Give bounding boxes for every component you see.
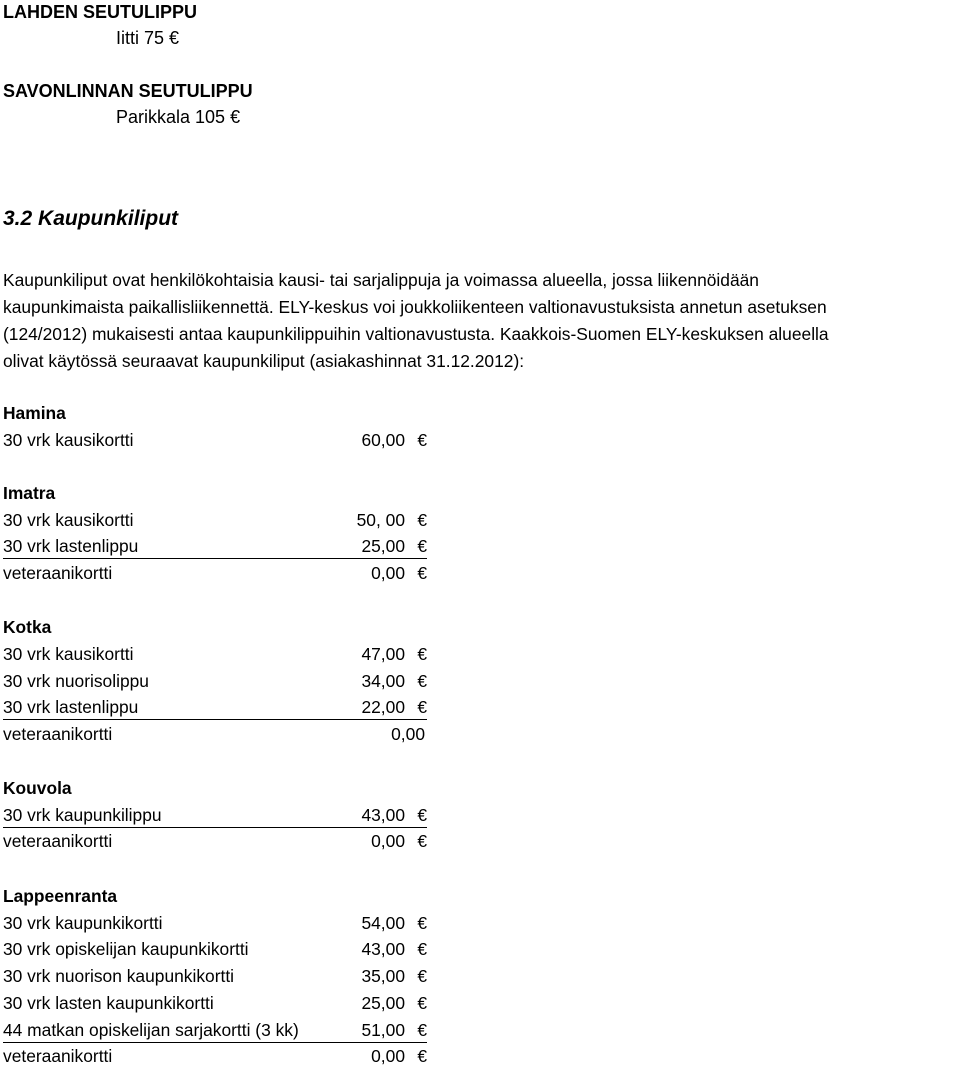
ticket-label: 30 vrk lasten kaupunkikortti bbox=[3, 993, 214, 1013]
ticket-price: 0,00 bbox=[371, 831, 405, 851]
ticket-label: veteraanikortti bbox=[3, 831, 113, 851]
euro-sign: € bbox=[417, 1020, 427, 1040]
price-row bbox=[3, 966, 427, 988]
ticket-label: 30 vrk opiskelijan kaupunkikortti bbox=[3, 939, 249, 959]
ticket-label: 30 vrk kausikortti bbox=[3, 510, 134, 530]
regional-ticket-title: SAVONLINNAN SEUTULIPPU bbox=[3, 81, 253, 101]
price-row bbox=[3, 805, 427, 827]
euro-sign: € bbox=[417, 430, 427, 450]
city-heading: Kotka bbox=[3, 617, 52, 637]
ticket-price: 25,00 bbox=[361, 993, 405, 1013]
euro-sign: € bbox=[417, 510, 427, 530]
paragraph-line: olivat käytössä seuraavat kaupunkiliput (asiakashinnat 31.12.2012): bbox=[3, 351, 525, 371]
price-row bbox=[3, 697, 427, 719]
ticket-label: veteraanikortti bbox=[3, 724, 113, 744]
regional-ticket-line: Iitti 75 € bbox=[116, 28, 180, 48]
euro-sign: € bbox=[417, 939, 427, 959]
price-row bbox=[3, 671, 427, 693]
paragraph-line: Kaupunkiliput ovat henkilökohtaisia kausi- tai sarjalippuja ja voimassa alueella, jossa liikennöidään bbox=[3, 270, 759, 290]
ticket-price: 34,00 bbox=[361, 671, 405, 691]
regional-ticket-line: Parikkala 105 € bbox=[116, 107, 241, 127]
ticket-price: 0,00 bbox=[371, 1046, 405, 1066]
ticket-price: 35,00 bbox=[361, 966, 405, 986]
ticket-label: 30 vrk kausikortti bbox=[3, 644, 134, 664]
ticket-label: 30 vrk nuorisolippu bbox=[3, 671, 149, 691]
euro-sign: € bbox=[417, 536, 427, 556]
euro-sign: € bbox=[417, 1046, 427, 1066]
price-row bbox=[3, 536, 427, 558]
ticket-label: 30 vrk nuorison kaupunkikortti bbox=[3, 966, 235, 986]
ticket-label: 30 vrk kaupunkikortti bbox=[3, 913, 163, 933]
section-heading: 3.2 Kaupunkiliput bbox=[3, 207, 179, 230]
city-heading: Imatra bbox=[3, 483, 56, 503]
price-row bbox=[3, 510, 427, 532]
ticket-label: veteraanikortti bbox=[3, 1046, 113, 1066]
ticket-label: 44 matkan opiskelijan sarjakortti (3 kk) bbox=[3, 1020, 299, 1040]
euro-sign: € bbox=[417, 644, 427, 664]
euro-sign: € bbox=[417, 563, 427, 583]
ticket-label: veteraanikortti bbox=[3, 563, 113, 583]
price-row bbox=[3, 644, 427, 666]
price-row bbox=[3, 563, 427, 585]
price-row bbox=[3, 913, 427, 935]
ticket-price: 43,00 bbox=[361, 805, 405, 825]
ticket-label: 30 vrk kaupunkilippu bbox=[3, 805, 162, 825]
ticket-price: 22,00 bbox=[361, 697, 405, 717]
ticket-price: 0,00 bbox=[371, 563, 405, 583]
price-row bbox=[3, 993, 427, 1015]
price-row bbox=[3, 724, 427, 746]
ticket-price: 60,00 bbox=[361, 430, 405, 450]
paragraph-line: (124/2012) mukaisesti antaa kaupunkilippuihin valtionavustusta. Kaakkois-Suomen ELY-keskuksen alueella bbox=[3, 324, 829, 344]
ticket-price: 0,00 bbox=[391, 724, 425, 744]
euro-sign: € bbox=[417, 966, 427, 986]
ticket-label: 30 vrk lastenlippu bbox=[3, 697, 139, 717]
city-heading: Hamina bbox=[3, 403, 66, 423]
ticket-price: 54,00 bbox=[361, 913, 405, 933]
ticket-price: 51,00 bbox=[361, 1020, 405, 1040]
price-row bbox=[3, 1020, 427, 1042]
ticket-label: 30 vrk kausikortti bbox=[3, 430, 134, 450]
intro-paragraph bbox=[3, 267, 960, 375]
price-row bbox=[3, 1046, 427, 1068]
regional-ticket-title: LAHDEN SEUTULIPPU bbox=[3, 2, 198, 22]
euro-sign: € bbox=[417, 913, 427, 933]
city-heading: Kouvola bbox=[3, 778, 72, 798]
price-row bbox=[3, 430, 427, 452]
euro-sign: € bbox=[417, 993, 427, 1013]
price-row bbox=[3, 831, 427, 853]
euro-sign: € bbox=[417, 831, 427, 851]
paragraph-line: kaupunkimaista paikallisliikennettä. ELY-keskus voi joukkoliikenteen valtionavustuksista annetun asetuksen bbox=[3, 297, 827, 317]
ticket-price: 47,00 bbox=[361, 644, 405, 664]
city-heading: Lappeenranta bbox=[3, 886, 118, 906]
ticket-label: 30 vrk lastenlippu bbox=[3, 536, 139, 556]
euro-sign: € bbox=[417, 697, 427, 717]
price-row bbox=[3, 939, 427, 961]
ticket-price: 50, 00 bbox=[356, 510, 405, 530]
euro-sign: € bbox=[417, 805, 427, 825]
ticket-price: 25,00 bbox=[361, 536, 405, 556]
euro-sign: € bbox=[417, 671, 427, 691]
ticket-price: 43,00 bbox=[361, 939, 405, 959]
